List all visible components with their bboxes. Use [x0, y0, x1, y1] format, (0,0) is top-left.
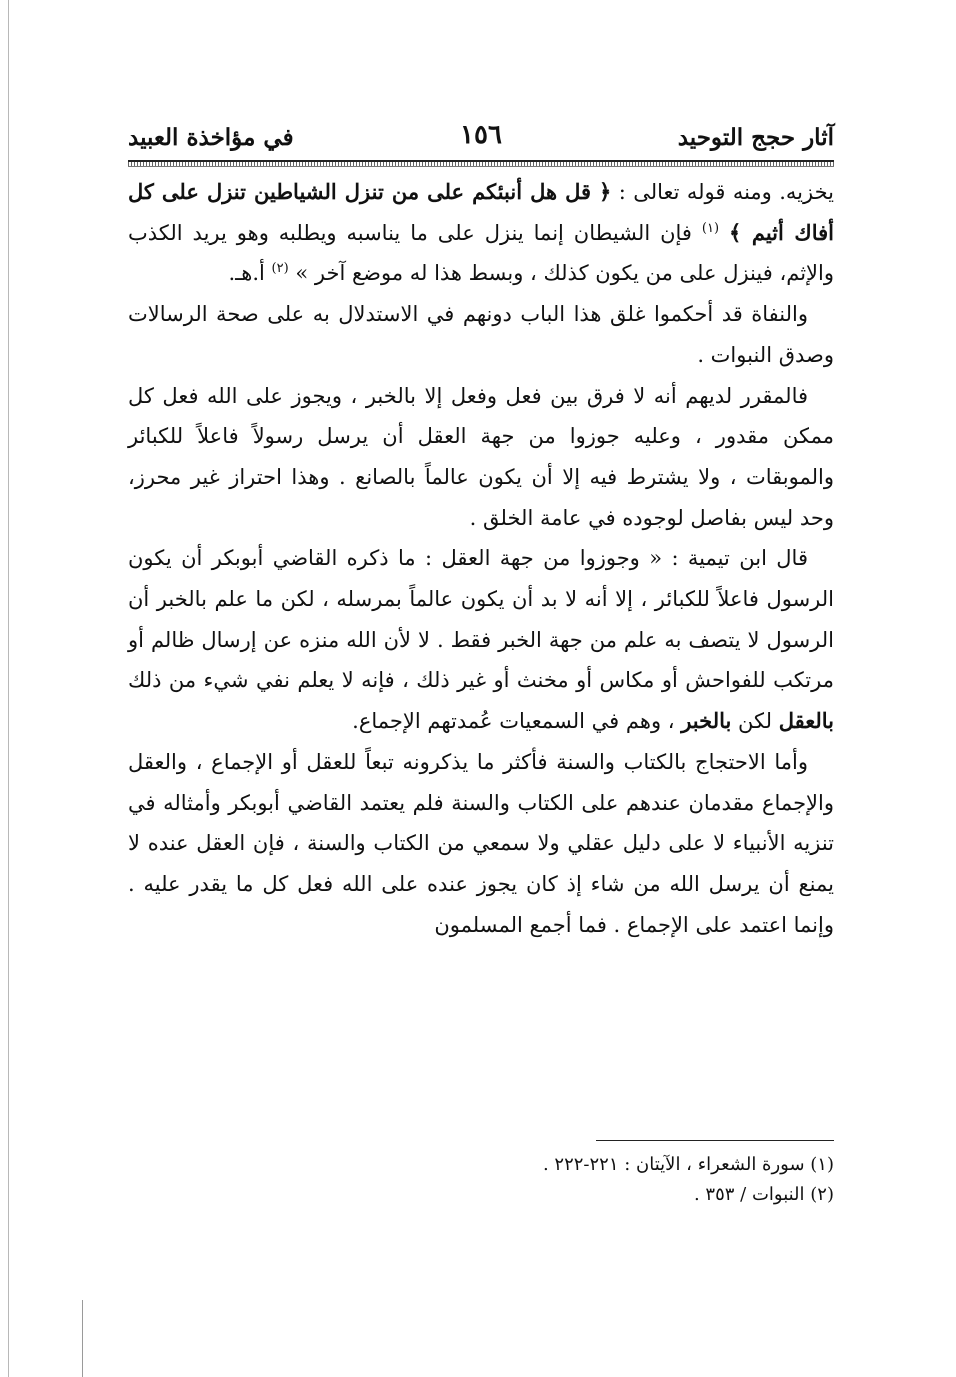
paragraph-2: والنفاة قد أحكموا غلق هذا الباب دونهم في الاستدلال به على صحة الرسالات وصدق النبوات .: [128, 302, 834, 367]
scan-edge-line: [8, 0, 9, 1377]
footnote-divider: [596, 1140, 834, 1141]
page-number: ١٥٦: [460, 120, 502, 150]
footnote-ref-2: (٢): [271, 261, 289, 277]
quote-connector: لكن: [731, 709, 779, 734]
paragraph-4: [128, 538, 834, 742]
paragraph-1: [128, 172, 834, 294]
quote-end: ، وهم في السمعيات عُمدتهم الإجماع.: [352, 709, 682, 734]
paragraph-1-end: أ.هـ.: [228, 261, 272, 286]
emphasis-reason: بالعقل: [778, 708, 834, 734]
paragraph-1-intro: يخزيه. ومنه قوله تعالى :: [611, 180, 834, 204]
scan-edge-mark: [82, 1300, 83, 1377]
footnotes: [380, 1150, 834, 1210]
header-chapter-title: في مؤاخذة العبيد: [128, 124, 294, 151]
header-divider: [128, 160, 834, 167]
quote-ibn-taymiyya: قال ابن تيمية : « وجوزوا من جهة العقل : ما ذكره القاضي أبوبكر أن يكون الرسول فاعلاً للكبائر ، إلا أنه لا بد أن يكون عالماً بمرسله ، لكن ما علم بالخبر أن الرسول لا يتصف به علم من جهة الخبر فقط . لا لأن الله منزه عن إرسال ظالم أو مرتكب للفواحش أو مكاس أو مخنث أو غير ذلك ، فإنه لا يعلم نفي شيء من ذلك: [128, 546, 834, 693]
paragraph-1-body: فإن الشيطان إنما ينزل على ما يناسبه ويطلبه وهو يريد الكذب والإثم، فينزل على من يكون كذلك ، وبسط هذا له موضع آخر »: [128, 220, 834, 286]
header-book-title: آثار حجج التوحيد: [677, 124, 834, 151]
emphasis-report: بالخبر: [681, 708, 732, 734]
footnote-2: (٢) النبوات / ٣٥٣ .: [693, 1184, 834, 1205]
footnote-1: (١) سورة الشعراء ، الآيتان : ٢٢١-٢٢٢ .: [542, 1154, 834, 1175]
paragraph-3: فالمقرر لديهم أنه لا فرق بين فعل وفعل إلا بالخبر ، ويجوز على الله فعل كل ممكن مقدور ، وعليه جوزوا من جهة العقل أن يرسل رسولاً فاعلاً للكبائر والموبقات ، ولا يشترط فيه إلا أن يكون عالماً بالصانع . وهذا احتراز غير محرز، وحد ليس بفاصل لوجوده في عامة الخلق .: [128, 383, 834, 530]
main-text: [128, 172, 834, 945]
footnote-ref-1: (١): [701, 220, 720, 236]
quran-verse: ﴿ قل هل أنبئكم على من تنزل الشياطين تنزل على كل أفاك أثيم ﴾: [128, 179, 834, 245]
paragraph-5: وأما الاحتجاج بالكتاب والسنة فأكثر ما يذكرونه تبعاً للعقل أو الإجماع ، والعقل والإجماع مقدمان عندهم على الكتاب والسنة فلم يعتمد القاضي أبوبكر وأمثاله في تنزيه الأنبياء لا على دليل عقلي ولا سمعي من الكتاب والسنة ، فإن العقل عنده لا يمنع أن يرسل الله من شاء إذ كان يجوز عنده على الله فعل كل ما يقدر عليه . وإنما اعتمد على الإجماع . فما أجمع المسلمون: [128, 749, 834, 937]
running-header: [128, 118, 834, 158]
